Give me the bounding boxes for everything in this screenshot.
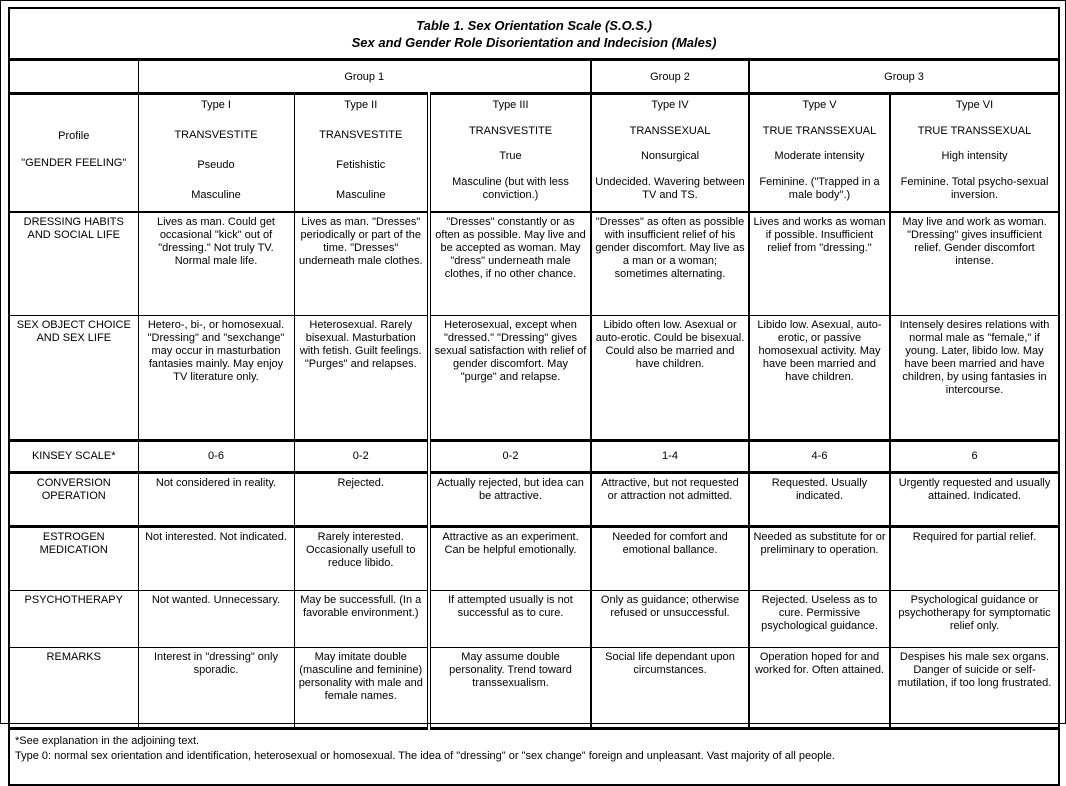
psych-type2-cell: May be successfull. (In a favorable environment.)	[294, 591, 429, 648]
type5-feeling: Feminine. ("Trapped in a male body".)	[759, 175, 880, 201]
estrogen-type5-cell: Needed as substitute for or preliminary to operation.	[749, 527, 890, 591]
row-label-sex-object: SEX OBJECT CHOICE AND SEX LIFE	[9, 316, 138, 441]
type3-profile	[431, 95, 590, 205]
type3-subtype: True	[499, 150, 522, 163]
type6-profile	[891, 95, 1058, 205]
sexobj-type3-cell: Heterosexual, except when "dressed." "Dressing" gives sexual satisfaction with relief of gender discomfort. May "purge" and relapse.	[429, 316, 591, 441]
row-label-remarks: REMARKS	[9, 648, 138, 729]
kinsey-scale-row	[9, 441, 1059, 473]
estrogen-medication-row	[9, 527, 1059, 591]
type1-name: TRANSVESTITE	[174, 129, 258, 141]
dressing-type3-cell: "Dresses" constantly or as often as possible. May live and be accepted as woman. May "dress" underneath male clothes, if no other chance.	[429, 212, 591, 316]
type4-heading: Type IV	[651, 99, 689, 111]
footnote-line1: *See explanation in the adjoining text.	[15, 735, 200, 747]
type2-subtype: Fetishistic	[336, 159, 386, 171]
type4-feeling: Undecided. Wavering between TV and TS.	[595, 175, 745, 201]
psych-type5-cell: Rejected. Useless as to cure. Permissive psychological guidance.	[749, 591, 890, 648]
sexobj-type1-cell: Hetero-, bi-, or homosexual. "Dressing" and "sexchange" may occur in masturbation fantasies mainly. May enjoy TV literature only.	[138, 316, 294, 441]
conversion-type5-cell: Requested. Usually indicated.	[749, 473, 890, 527]
psych-type1-cell: Not wanted. Unnecessary.	[138, 591, 294, 648]
remarks-type1-cell: Interest in "dressing" only sporadic.	[138, 648, 294, 729]
type5-profile-cell	[749, 94, 890, 213]
type3-name: TRANSVESTITE	[468, 124, 553, 137]
dressing-type2-cell: Lives as man. "Dresses" periodically or part of the time. "Dresses" underneath male clothes.	[294, 212, 429, 316]
table-title-line1: Table 1. Sex Orientation Scale (S.O.S.)	[416, 18, 652, 33]
sexobj-type6-cell: Intensely desires relations with normal male as "female," if young. Later, libido low. May have been married and have children, by using fantasies in intercourse.	[890, 316, 1059, 441]
conversion-type2-cell: Rejected.	[294, 473, 429, 527]
sexobj-type5-cell: Libido low. Asexual, auto-erotic, or passive homosexual activity. May have been married and have children.	[749, 316, 890, 441]
row-label-kinsey: KINSEY SCALE*	[9, 441, 138, 473]
type6-subtype: High intensity	[941, 150, 1008, 163]
estrogen-type2-cell: Rarely interested. Occasionally usefull to reduce libido.	[294, 527, 429, 591]
dressing-habits-row	[9, 212, 1059, 316]
kinsey-type2-cell: 0-2	[294, 441, 429, 473]
conversion-type3-cell: Actually rejected, but idea can be attractive.	[429, 473, 591, 527]
dressing-type1-cell: Lives as man. Could get occasional "kick" out of "dressing." Not truly TV. Normal male life.	[138, 212, 294, 316]
dressing-type4-cell: "Dresses" as often as possible with insufficient relief of his gender discomfort. May live as a man or a woman; sometimes alternating.	[591, 212, 749, 316]
kinsey-type1-cell: 0-6	[138, 441, 294, 473]
type6-name: TRUE TRANSSEXUAL	[917, 124, 1032, 137]
sexobj-type2-cell: Heterosexual. Rarely bisexual. Masturbation with fetish. Guilt feelings. "Purges" and relapses.	[294, 316, 429, 441]
type2-name: TRANSVESTITE	[319, 129, 403, 141]
type4-profile-cell	[591, 94, 749, 213]
footnote-row	[9, 729, 1059, 786]
sex-object-row	[9, 316, 1059, 441]
table-title-cell	[9, 8, 1059, 60]
row-label-psychotherapy: PSYCHOTHERAPY	[9, 591, 138, 648]
dressing-type6-cell: May live and work as woman. "Dressing" gives insufficient relief. Gender discomfort intense.	[890, 212, 1059, 316]
dressing-type5-cell: Lives and works as woman if possible. Insufficient relief from "dressing."	[749, 212, 890, 316]
type5-profile	[750, 95, 889, 205]
conversion-type4-cell: Attractive, but not requested or attraction not admitted.	[591, 473, 749, 527]
profile-label: Profile	[58, 130, 90, 142]
conversion-type1-cell: Not considered in reality.	[138, 473, 294, 527]
group1-header: Group 1	[138, 60, 591, 94]
estrogen-type1-cell: Not interested. Not indicated.	[138, 527, 294, 591]
type1-heading: Type I	[201, 99, 231, 111]
estrogen-type6-cell: Required for partial relief.	[890, 527, 1059, 591]
type6-heading: Type VI	[955, 99, 994, 111]
kinsey-type3-cell: 0-2	[429, 441, 591, 473]
group-header-spacer	[9, 60, 138, 94]
remarks-type5-cell: Operation hoped for and worked for. Often attained.	[749, 648, 890, 729]
sexobj-type4-cell: Libido often low. Asexual or auto-erotic. Could be bisexual. Could also be married and have children.	[591, 316, 749, 441]
type5-subtype: Moderate intensity	[774, 150, 865, 163]
group3-header: Group 3	[749, 60, 1059, 94]
psych-type4-cell: Only as guidance; otherwise refused or unsuccessful.	[591, 591, 749, 648]
row-label-estrogen: ESTROGEN MEDICATION	[9, 527, 138, 591]
type3-profile-cell	[429, 94, 591, 213]
type1-profile	[139, 95, 294, 205]
row-label-conversion: CONVERSION OPERATION	[9, 473, 138, 527]
type3-feeling: Masculine (but with less conviction.)	[452, 175, 569, 201]
type2-profile-cell	[294, 94, 429, 213]
remarks-type3-cell: May assume double personality. Trend toward transsexualism.	[429, 648, 591, 729]
type4-name: TRANSSEXUAL	[629, 124, 711, 137]
kinsey-type6-cell: 6	[890, 441, 1059, 473]
estrogen-type3-cell: Attractive as an experiment. Can be helpful emotionally.	[429, 527, 591, 591]
psych-type3-cell: If attempted usually is not successful as to cure.	[429, 591, 591, 648]
type5-heading: Type V	[802, 99, 837, 111]
remarks-type2-cell: May imitate double (masculine and feminine) personality with male and female names.	[294, 648, 429, 729]
kinsey-type4-cell: 1-4	[591, 441, 749, 473]
type1-feeling: Masculine	[191, 189, 241, 201]
type6-profile-cell	[890, 94, 1059, 213]
type1-profile-cell	[138, 94, 294, 213]
group-header-row	[9, 60, 1059, 94]
estrogen-type4-cell: Needed for comfort and emotional ballance.	[591, 527, 749, 591]
title-row	[9, 8, 1059, 60]
type4-profile	[592, 95, 748, 205]
conversion-operation-row	[9, 473, 1059, 527]
type4-subtype: Nonsurgical	[640, 150, 700, 163]
type2-feeling: Masculine	[335, 189, 386, 201]
gender-feeling-label: "GENDER FEELING"	[21, 157, 127, 169]
type2-profile	[295, 95, 428, 205]
type6-feeling: Feminine. Total psycho-sexual inversion.	[900, 175, 1049, 201]
table-title-line2: Sex and Gender Role Disorientation and Indecision (Males)	[351, 35, 717, 50]
profile-row-label-cell	[9, 94, 138, 213]
remarks-type6-cell: Despises his male sex organs. Danger of suicide or self-mutilation, if too long frustrated.	[890, 648, 1059, 729]
type1-subtype: Pseudo	[197, 159, 235, 171]
psych-type6-cell: Psychological guidance or psychotherapy for symptomatic relief only.	[890, 591, 1059, 648]
psychotherapy-row	[9, 591, 1059, 648]
kinsey-type5-cell: 4-6	[749, 441, 890, 473]
remarks-row	[9, 648, 1059, 729]
type5-name: TRUE TRANSSEXUAL	[762, 124, 877, 137]
profile-row-label	[10, 95, 138, 205]
footnote-cell	[9, 729, 1059, 786]
remarks-type4-cell: Social life dependant upon circumstances.	[591, 648, 749, 729]
sex-orientation-scale-table	[8, 7, 1060, 786]
conversion-type6-cell: Urgently requested and usually attained. Indicated.	[890, 473, 1059, 527]
profile-row	[9, 94, 1059, 213]
type3-heading: Type III	[492, 99, 529, 111]
footnote-line2: Type 0: normal sex orientation and identification, heterosexual or homosexual. The idea of "dressing" or "sex change" foreign and unpleasant. Vast majority of all people.	[15, 750, 835, 762]
row-label-dressing: DRESSING HABITS AND SOCIAL LIFE	[9, 212, 138, 316]
type2-heading: Type II	[344, 99, 378, 111]
group2-header: Group 2	[591, 60, 749, 94]
